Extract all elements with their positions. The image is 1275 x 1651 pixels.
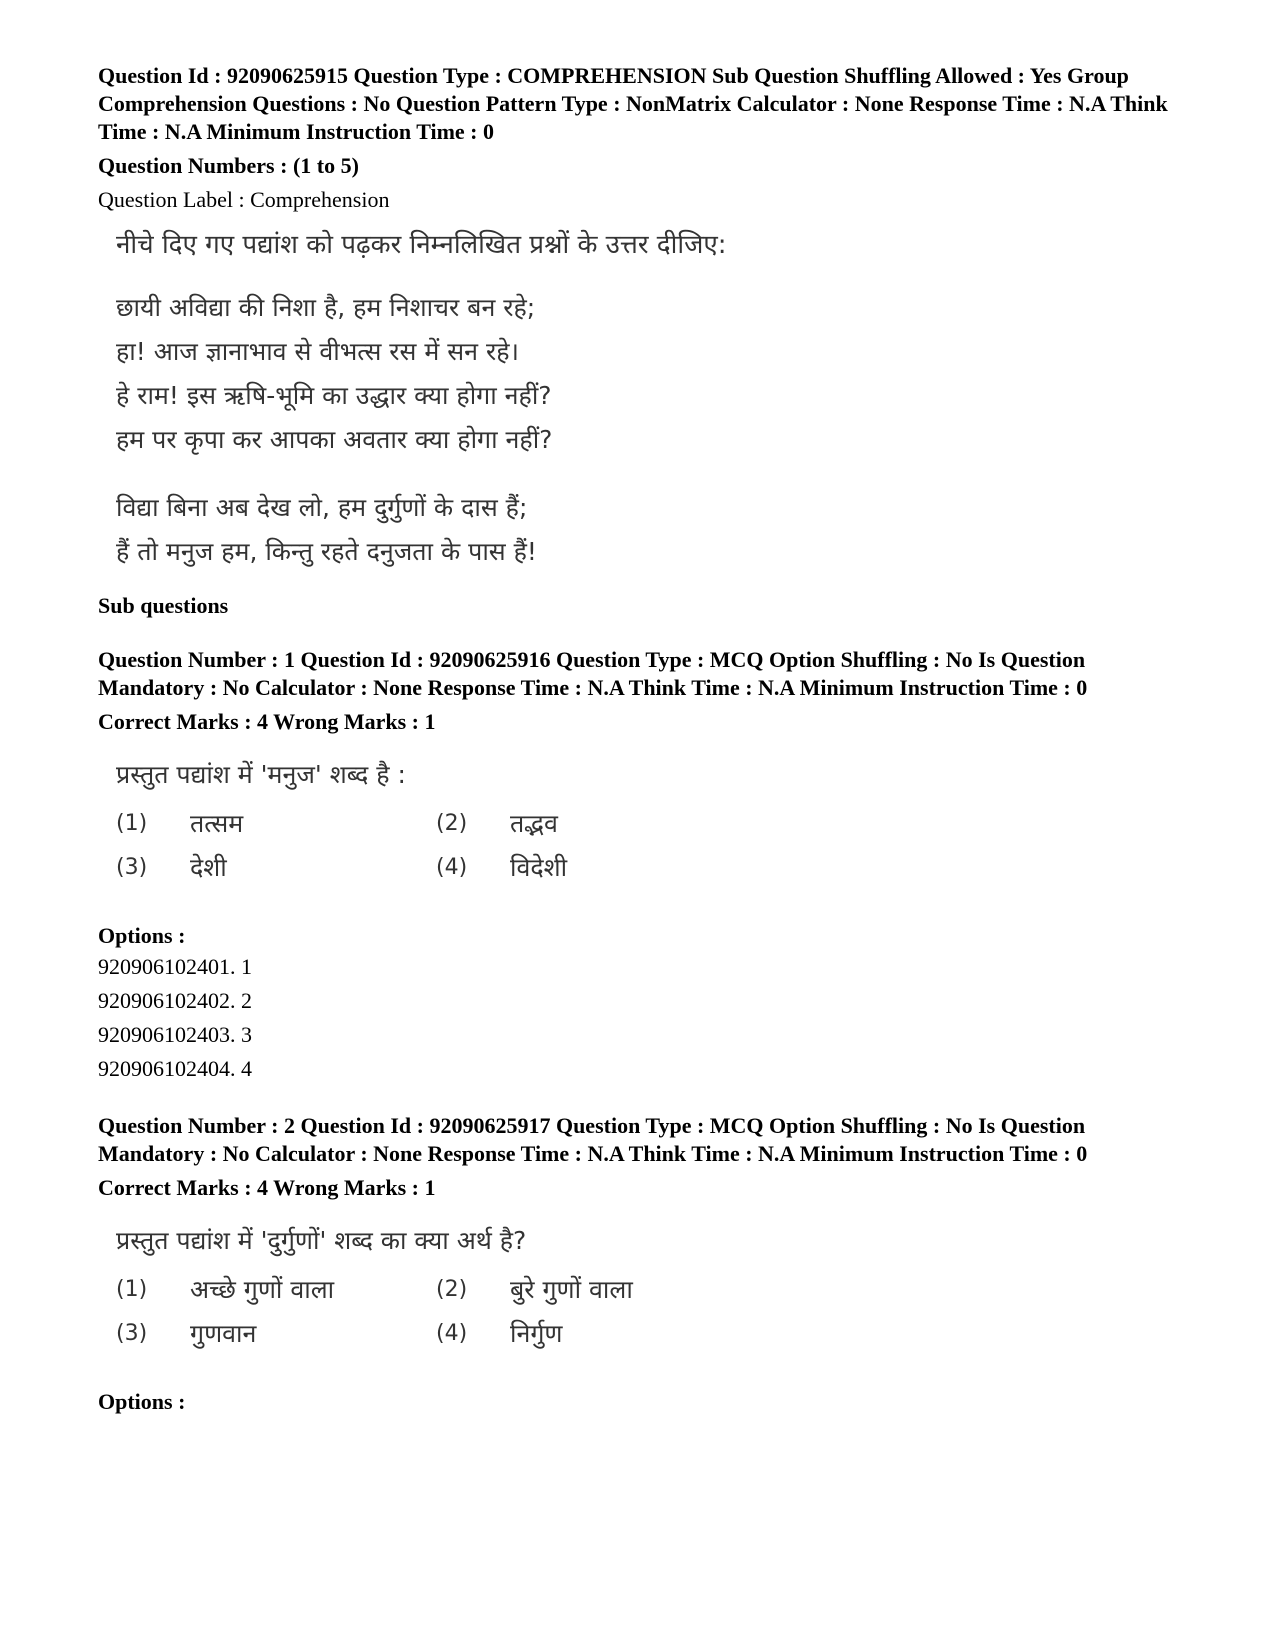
verse-line: हैं तो मनुज हम, किन्तु रहते दनुजता के पास हैं! (116, 537, 537, 566)
verse-line: हम पर कृपा कर आपका अवतार क्या होगा नहीं? (116, 425, 553, 454)
choice-number: (4) (436, 855, 468, 880)
choice-number: (2) (436, 1277, 468, 1302)
verse-line: छायी अविद्या की निशा है, हम निशाचर बन रहे; (116, 293, 536, 322)
choice-text: अच्छे गुणों वाला (190, 1275, 335, 1304)
option-id: 920906102404. 4 (98, 1056, 252, 1081)
passage-instruction: नीचे दिए गए पद्यांश को पढ़कर निम्नलिखित प्रश्नों के उत्तर दीजिए: (116, 230, 727, 260)
choice-number: (1) (116, 811, 148, 836)
option-id: 920906102402. 2 (98, 988, 252, 1013)
comprehension-meta: Question Id : 92090625915 Question Type : COMPREHENSION Sub Question Shuffling Allowed : Yes Group Comprehension Questions : No Question Pattern Type : NonMatrix Calculator : None Response Time : N.A Think Time : N.A Minimum Instruction Time : 0 (98, 63, 1168, 144)
verse-line: हे राम! इस ऋषि-भूमि का उद्धार क्या होगा नहीं? (116, 381, 552, 410)
choice-number: (1) (116, 1277, 148, 1302)
question-2-meta: Question Number : 2 Question Id : 92090625917 Question Type : MCQ Option Shuffling : No Is Question Mandatory : No Calculator : None Response Time : N.A Think Time : N.A Minimum Instruction Time : 0 (98, 1113, 1088, 1166)
question-2-choices (116, 1272, 756, 1352)
passage-stanza-2 (116, 486, 1178, 574)
choice-number: (3) (116, 855, 148, 880)
option-id: 920906102403. 3 (98, 1022, 252, 1047)
choice-text: तत्सम (190, 809, 244, 838)
option-id: 920906102401. 1 (98, 954, 252, 979)
choice-text: बुरे गुणों वाला (510, 1275, 633, 1304)
question-1-meta: Question Number : 1 Question Id : 92090625916 Question Type : MCQ Option Shuffling : No Is Question Mandatory : No Calculator : None Response Time : N.A Think Time : N.A Minimum Instruction Time : 0 (98, 647, 1088, 700)
choice-number: (2) (436, 811, 468, 836)
choice-number: (4) (436, 1321, 468, 1346)
question-1-options-label: Options : (98, 923, 186, 948)
verse-line: हा! आज ज्ञानाभाव से वीभत्स रस में सन रहे। (116, 337, 519, 366)
sub-questions-heading: Sub questions (98, 593, 229, 618)
choice-item (436, 1316, 756, 1352)
verse-line: विद्या बिना अब देख लो, हम दुर्गुणों के दास हैं; (116, 493, 528, 522)
choice-text: विदेशी (510, 853, 568, 882)
question-1-text: प्रस्तुत पद्यांश में 'मनुज' शब्द है : (116, 760, 406, 789)
choice-item (116, 806, 436, 842)
choice-text: गुणवान (190, 1319, 257, 1348)
passage-stanza-1 (116, 286, 1178, 462)
question-numbers: Question Numbers : (1 to 5) (98, 153, 359, 178)
choice-item (436, 850, 756, 886)
choice-item (116, 1316, 436, 1352)
choice-text: देशी (190, 853, 227, 882)
choice-item (436, 806, 756, 842)
choice-text: निर्गुण (510, 1319, 563, 1348)
choice-item (116, 1272, 436, 1308)
question-1-choices (116, 806, 756, 886)
question-2-options-label: Options : (98, 1389, 186, 1414)
question-label: Question Label : Comprehension (98, 187, 390, 212)
question-1-marks: Correct Marks : 4 Wrong Marks : 1 (98, 709, 436, 734)
question-2-marks: Correct Marks : 4 Wrong Marks : 1 (98, 1175, 436, 1200)
question-2-text: प्रस्तुत पद्यांश में 'दुर्गुणों' शब्द का क्या अर्थ है? (116, 1226, 527, 1255)
choice-item (116, 850, 436, 886)
choice-number: (3) (116, 1321, 148, 1346)
choice-text: तद्भव (510, 809, 558, 838)
choice-item (436, 1272, 756, 1308)
document-page (98, 62, 1178, 1416)
